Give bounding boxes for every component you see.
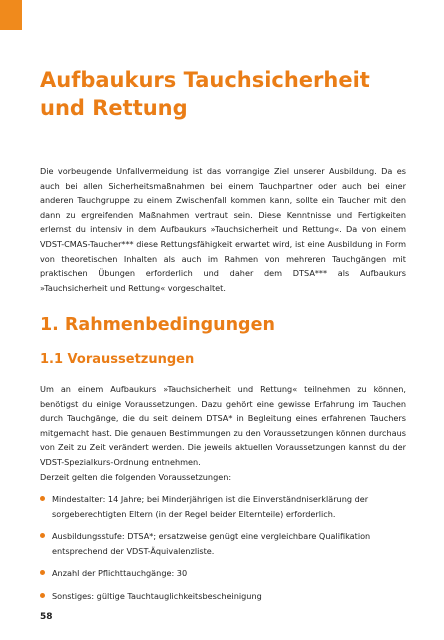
page-number: 58 (40, 612, 53, 622)
requirements-list (40, 492, 410, 612)
list-item (40, 589, 410, 604)
requirements-paragraph: Um an einem Aufbaukurs »Tauchsicherheit und Rettung« teilnehmen zu können, benötigst du einige Voraussetzungen. Dazu gehört eine gewisse Erfahrung im Tauchen durch Tauchgänge, die du seit deinem DTSA* in Begleitung eines erfahrenen Tauchers mitgemacht hast. Die genauen Bestimmungen zu den Voraussetzungen können durchaus von Zeit zu Zeit verändert werden. Die jeweils aktuellen Voraussetzungen kannst du der VDST-Spezialkurs-Ordnung entnehmen. (40, 384, 406, 467)
list-item (40, 492, 410, 521)
list-item-text: Anzahl der Pflichttauchgänge: 30 (52, 568, 188, 579)
list-item-text: Ausbildungsstufe: DTSA*; ersatzweise genügt eine vergleichbare Qualifikation entsprechend der VDST-Äquivalenzliste. (52, 531, 371, 556)
list-item-text: Mindestalter: 14 Jahre; bei Minderjährigen ist die Einverständniserklärung der sorgeberechtigten Eltern (in der Regel beider Elternteile) erforderlich. (52, 494, 369, 519)
bullet-icon (40, 533, 45, 538)
bullet-icon (40, 496, 45, 501)
page-title-line-1: Aufbaukurs Tauchsicherheit (40, 68, 370, 92)
requirements-lead: Derzeit gelten die folgenden Voraussetzungen: (40, 472, 232, 482)
list-item (40, 529, 410, 558)
intro-paragraph: Die vorbeugende Unfallvermeidung ist das vorrangige Ziel unserer Ausbildung. Da es auch bei allen Sicherheitsmaßnahmen bei einem Tauchpartner oder auch bei einer anderen Tauchgruppe zu einem Zwischenfall kommen kann, sollte ein Taucher mit den dann zu ergreifenden Maßnahmen vertraut sein. Diese Kenntnisse und Fertigkeiten erlernst du intensiv in dem Aufbaukurs »Tauchsicherheit und Rettung«. Da von einem VDST-CMAS-Taucher*** diese Rettungsfähigkeit erwartet wird, ist eine Ausbildung in Form von theoretischen Inhalten als auch im Rahmen von mehreren Tauchgängen mit praktischen Übungen erforderlich und daher dem DTSA*** als Aufbaukurs »Tauchsicherheit und Rettung« vorgeschaltet. (40, 166, 406, 293)
page-title-line-2: und Rettung (40, 96, 188, 120)
list-item (40, 566, 410, 581)
chapter-tab-marker (0, 0, 22, 30)
subsection-heading-voraussetzungen: 1.1 Voraussetzungen (40, 352, 195, 367)
page-title (40, 66, 420, 122)
list-item-text: Sonstiges: gültige Tauchtauglichkeitsbescheinigung (52, 590, 262, 601)
bullet-icon (40, 570, 45, 575)
bullet-icon (40, 593, 45, 598)
section-heading-rahmenbedingungen: 1. Rahmenbedingungen (40, 315, 275, 335)
